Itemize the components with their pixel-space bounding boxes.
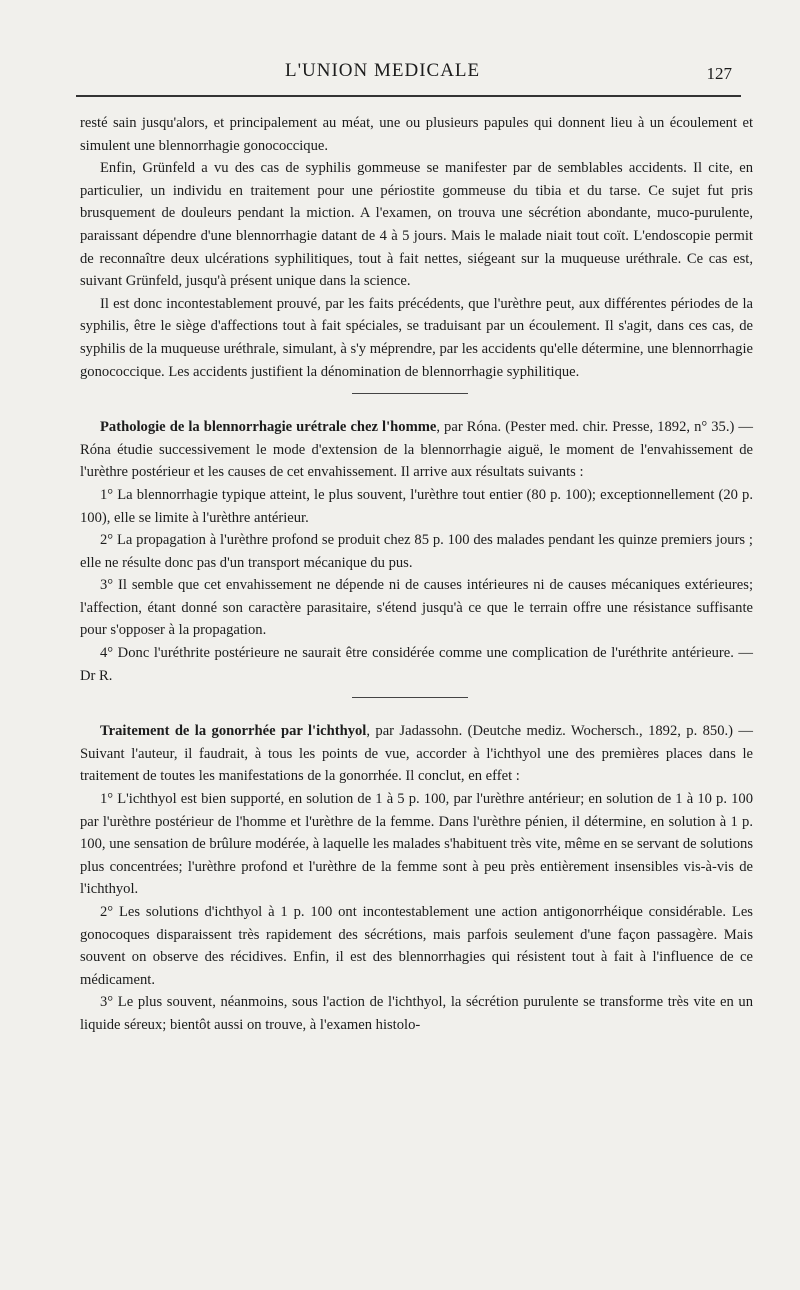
section-separator: [352, 697, 468, 698]
list-item: 4° Donc l'uréthrite postérieure ne saurait être considérée comme une complication de l'uréthrite antérieure. — Dr R.: [80, 645, 753, 684]
header-rule: [76, 95, 741, 97]
list-item: 3° Il semble que cet envahissement ne dépende ni de causes intérieures ni de causes mécaniques extérieures; l'affection, étant donné son caractère parasitaire, s'étend jusqu'à ce que le terrain offre une résistance suffisante pour s'opposer à la propagation.: [80, 577, 753, 639]
list-item: 3° Le plus souvent, néanmoins, sous l'action de l'ichthyol, la sécrétion purulente se transforme très vite en un liquide séreux; bientôt aussi on trouve, à l'examen histolo-: [80, 994, 753, 1033]
list-item: 2° La propagation à l'urèthre profond se produit chez 85 p. 100 des malades pendant les quinze premiers jours ; elle ne résulte donc pas d'un transport mécanique du pus.: [80, 532, 753, 571]
section-title: Traitement de la gonorrhée par l'ichthyol: [100, 723, 367, 740]
paragraph: Enfin, Grünfeld a vu des cas de syphilis gommeuse se manifester par de semblables accidents. Il cite, en particulier, un individu en traitement pour une périostite gommeuse du tibia et du tarse. Ce sujet fut pris brusquement de douleurs pendant la miction. A l'examen, on trouva une sécrétion abondante, muco-purulente, paraissant dépendre d'une blennorrhagie datant de 4 à 5 jours. Mais le malade niait tout coït. L'endoscopie permit de reconnaître deux ulcérations syphilitiques, tout à fait nettes, siégeant sur la muqueuse uréthrale. Ce cas est, suivant Grünfeld, jusqu'à présent unique dans la science.: [80, 160, 753, 290]
section-intro-text: , par Jadassohn. (Deutche mediz. Wochersch., 1892, p. 850.) — Suivant l'auteur, il faudrait, à tous les points de vue, accorder à l'ichthyol une des premières places dans le traitement de toutes les manifestations de la gonorrhée. Il conclut, en effet :: [80, 723, 754, 785]
paragraph: Il est donc incontestablement prouvé, par les faits précédents, que l'urèthre peut, aux différentes périodes de la syphilis, être le siège d'affections tout à fait spéciales, se traduisant par un écoulement. Il s'agit, dans ces cas, de syphilis de la muqueuse uréthrale, simulant, à s'y méprendre, par les accidents qu'elle détermine, une blennorrhagie gonococcique. Les accidents justifient la dénomination de blennorrhagie syphilitique.: [80, 295, 753, 380]
list-item: 2° Les solutions d'ichthyol à 1 p. 100 ont incontestablement une action antigonorrhéique considérable. Les gonocoques disparaissent très rapidement des sécrétions, mais parfois seulement d'une façon passagère. Mais souvent on observe des récidives. Enfin, il est des blennorrhagies qui résistent tout à fait à l'influence de ce médicament.: [80, 904, 753, 988]
section-intro: [80, 720, 753, 788]
paragraph: resté sain jusqu'alors, et principalement au méat, une ou plusieurs papules qui donnent lieu à un écoulement et simulent une blennorrhagie gonococcique.: [80, 115, 753, 154]
list-item: 1° La blennorrhagie typique atteint, le plus souvent, l'urèthre tout entier (80 p. 100); exceptionnellement (20 p. 100), elle se limite à l'urèthre antérieur.: [80, 486, 753, 526]
section-intro: [80, 416, 753, 484]
section-title: Pathologie de la blennorrhagie urétrale chez l'homme: [100, 419, 437, 436]
article-body: [80, 112, 753, 1037]
page-number: 127: [706, 64, 732, 83]
section-intro-text: , par Róna. (Pester med. chir. Presse, 1892, n° 35.) — Róna étudie successivement le mode d'extension de la blennorrhagie aiguë, le moment de l'envahissement de l'urèthre postérieur et les causes de cet envahissement. Il arrive aux résultats suivants :: [80, 419, 753, 481]
list-item: 1° L'ichthyol est bien supporté, en solution de 1 à 5 p. 100, par l'urèthre antérieur; en solution de 1 à 10 p. 100 par l'urèthre postérieur de l'homme et l'urèthre de la femme. Dans l'urèthre pénien, il détermine, en solution à 1 p. 100, une sensation de brûlure modérée, à laquelle les malades s'habituent très vite, même en se servant de solutions plus concentrées; l'urèthre profond et l'urèthre de la femme sont à peu près entièrement insensibles vis-à-vis de l'ichthyol.: [80, 791, 753, 898]
page-header: [80, 58, 740, 88]
running-title: L'UNION MEDICALE: [285, 60, 481, 81]
section-separator: [352, 393, 468, 394]
